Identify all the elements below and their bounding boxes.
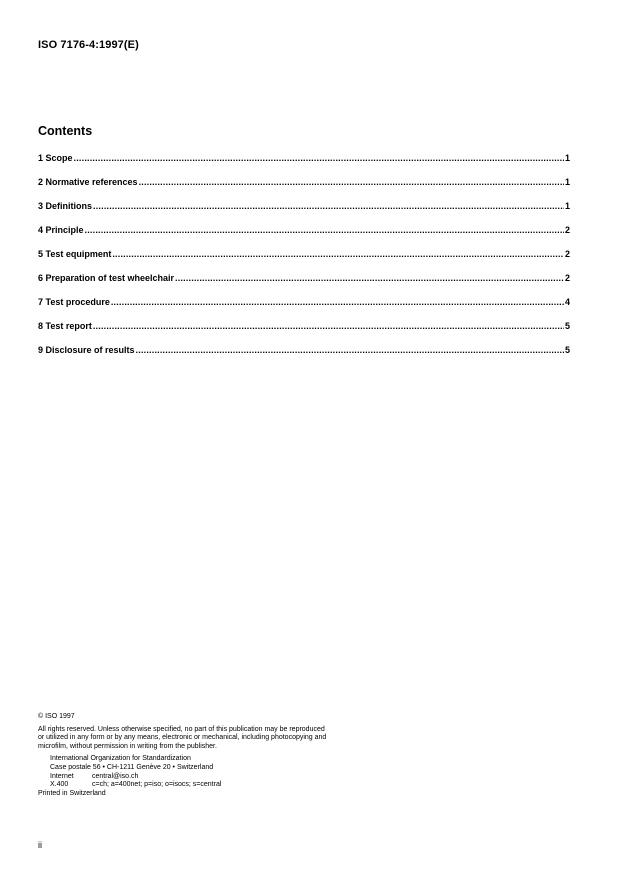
toc-entry-disclosure[interactable]: [38, 345, 570, 369]
toc-dot-leader: [85, 225, 564, 235]
toc-dot-leader: [93, 321, 564, 331]
toc-entry-normative-references[interactable]: [38, 177, 570, 201]
rights-text-line: microfilm, without permission in writing from the publisher.: [38, 742, 217, 750]
toc-entry-test-equipment[interactable]: [38, 249, 570, 273]
toc-entry-label: 9 Disclosure of results: [38, 345, 135, 355]
rights-text-line: All rights reserved. Unless otherwise specified, no part of this publication may be reproduced: [38, 725, 325, 733]
toc-entry-label: 1 Scope: [38, 153, 73, 163]
toc-dot-leader: [175, 273, 564, 283]
toc-entry-page: 1: [564, 153, 570, 163]
x400-contact: [38, 781, 418, 790]
toc-entry-label: 4 Principle: [38, 225, 84, 235]
toc-entry-preparation[interactable]: [38, 273, 570, 297]
internet-address: central@iso.ch: [92, 772, 139, 780]
toc-entry-test-procedure[interactable]: [38, 297, 570, 321]
organization-address: Case postale 56 • CH-1211 Genève 20 • Switzerland: [50, 763, 214, 771]
toc-entry-page: 4: [564, 297, 570, 307]
toc-entry-label: 6 Preparation of test wheelchair: [38, 273, 175, 283]
organization-name: International Organization for Standardization: [50, 755, 191, 763]
internet-contact: [38, 773, 418, 782]
toc-entry-page: 2: [564, 225, 570, 235]
internet-label: Internet: [50, 772, 74, 780]
toc-dot-leader: [136, 345, 564, 355]
toc-dot-leader: [112, 249, 564, 259]
printed-location: Printed in Switzerland: [38, 789, 106, 797]
toc-entry-page: 5: [564, 321, 570, 331]
toc-entry-label: 3 Definitions: [38, 201, 93, 211]
toc-entry-page: 1: [564, 201, 570, 211]
contents-title: Contents: [38, 124, 93, 138]
toc-entry-label: 5 Test equipment: [38, 249, 112, 259]
toc-dot-leader: [74, 153, 564, 163]
rights-text-line: or utilized in any form or by any means, electronic or mechanical, including photocopying and: [38, 734, 327, 742]
toc-dot-leader: [111, 297, 564, 307]
toc-entry-definitions[interactable]: [38, 201, 570, 225]
toc-entry-page: 5: [564, 345, 570, 355]
toc-entry-label: 2 Normative references: [38, 177, 138, 187]
toc-entry-page: 2: [564, 249, 570, 259]
toc-dot-leader: [139, 177, 564, 187]
x400-label: X.400: [50, 781, 69, 789]
document-header: ISO 7176-4:1997(E): [38, 39, 139, 51]
toc-entry-label: 7 Test procedure: [38, 297, 110, 307]
toc-entry-scope[interactable]: [38, 153, 570, 177]
toc-entry-principle[interactable]: [38, 225, 570, 249]
page-number: ii: [38, 840, 42, 850]
toc-entry-page: 1: [564, 177, 570, 187]
copyright-block: [38, 713, 418, 798]
table-of-contents: [38, 153, 570, 369]
copyright-notice: © ISO 1997: [38, 713, 75, 720]
toc-entry-label: 8 Test report: [38, 321, 92, 331]
toc-entry-test-report[interactable]: [38, 321, 570, 345]
toc-entry-page: 2: [564, 273, 570, 283]
x400-address: c=ch; a=400net; p=iso; o=isocs; s=central: [92, 781, 222, 789]
toc-dot-leader: [93, 201, 564, 211]
